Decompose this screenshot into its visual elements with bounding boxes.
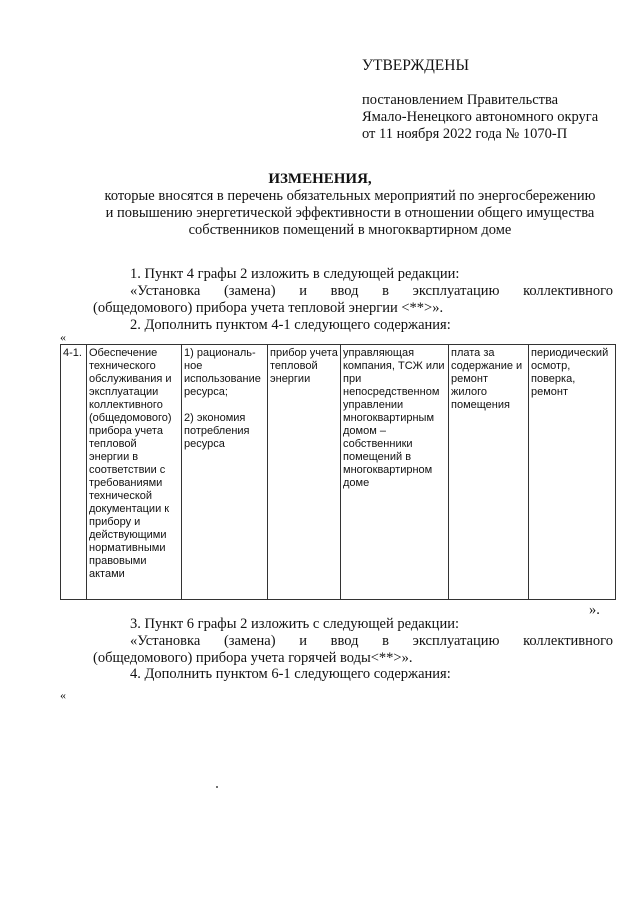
subtitle-line: и повышению энергетической эффективности в отношении общего имущества — [105, 205, 595, 221]
item-3-text-line1 — [130, 633, 613, 650]
word: в — [382, 633, 389, 649]
word: «Установка — [130, 633, 201, 649]
item-1-text-line2: (общедомового) прибора учета тепловой энергии <**>». — [93, 300, 444, 316]
word: и — [299, 283, 307, 299]
opening-quote-2: « — [60, 688, 66, 702]
word: коллективного — [523, 283, 613, 299]
cell-equipment: прибор учета тепловой энергии — [268, 345, 341, 600]
word: ввод — [330, 283, 359, 299]
word: (замена) — [223, 283, 276, 299]
decree-line: Ямало-Ненецкого автономного округа — [362, 109, 599, 125]
measures-table — [60, 344, 616, 600]
cell-measure: Обеспечение технического обслуживания и эксплуатации коллективного (общедомового) прибора учета тепловой энергии в соответствии с требованиями технической документации к прибору и действующими нормативными правовыми актами — [87, 345, 182, 600]
scan-speck — [216, 786, 218, 788]
word: эксплуатацию — [412, 633, 500, 649]
document-title: ИЗМЕНЕНИЯ, — [268, 171, 372, 187]
word: (замена) — [223, 633, 276, 649]
subtitle-line: собственников помещений в многоквартирном доме — [188, 222, 512, 238]
item-1-text-line1 — [130, 283, 613, 300]
goal-1: 1) рациональ-ное использование ресурса; — [184, 347, 261, 398]
item-2-heading: 2. Дополнить пунктом 4-1 следующего содержания: — [130, 317, 451, 333]
word: ввод — [330, 633, 359, 649]
cell-number: 4-1. — [61, 345, 87, 600]
item-1-heading: 1. Пункт 4 графы 2 изложить в следующей редакции: — [130, 266, 460, 282]
item-4-heading: 4. Дополнить пунктом 6-1 следующего содержания: — [130, 666, 451, 682]
cell-frequency: периодический осмотр, поверка, ремонт — [529, 345, 616, 600]
table-row — [61, 345, 616, 600]
document-subtitle — [60, 188, 640, 239]
word: в — [382, 283, 389, 299]
item-3-text-line2: (общедомового) прибора учета горячей воды<**>». — [93, 650, 413, 666]
decree-line: постановлением Правительства — [362, 92, 559, 108]
approved-label: УТВЕРЖДЕНЫ — [362, 57, 469, 74]
word: «Установка — [130, 283, 201, 299]
opening-quote: « — [60, 330, 66, 344]
subtitle-line: которые вносятся в перечень обязательных мероприятий по энергосбережению — [104, 188, 596, 204]
goal-2: 2) экономия потребления ресурса — [184, 412, 250, 450]
decree-line: от 11 ноября 2022 года № 1070-П — [362, 126, 568, 142]
item-3-heading: 3. Пункт 6 графы 2 изложить с следующей редакции: — [130, 616, 459, 632]
word: коллективного — [523, 633, 613, 649]
word: эксплуатацию — [412, 283, 500, 299]
decree-reference — [362, 92, 598, 143]
cell-responsible: управляющая компания, ТСЖ или при непосредственном управлении многоквартирным домом – собственники помещений в многоквартирном доме — [341, 345, 449, 600]
word: и — [299, 633, 307, 649]
cell-funding: плата за содержание и ремонт жилого помещения — [449, 345, 529, 600]
closing-quote: ». — [589, 602, 600, 618]
cell-goal — [182, 345, 268, 600]
